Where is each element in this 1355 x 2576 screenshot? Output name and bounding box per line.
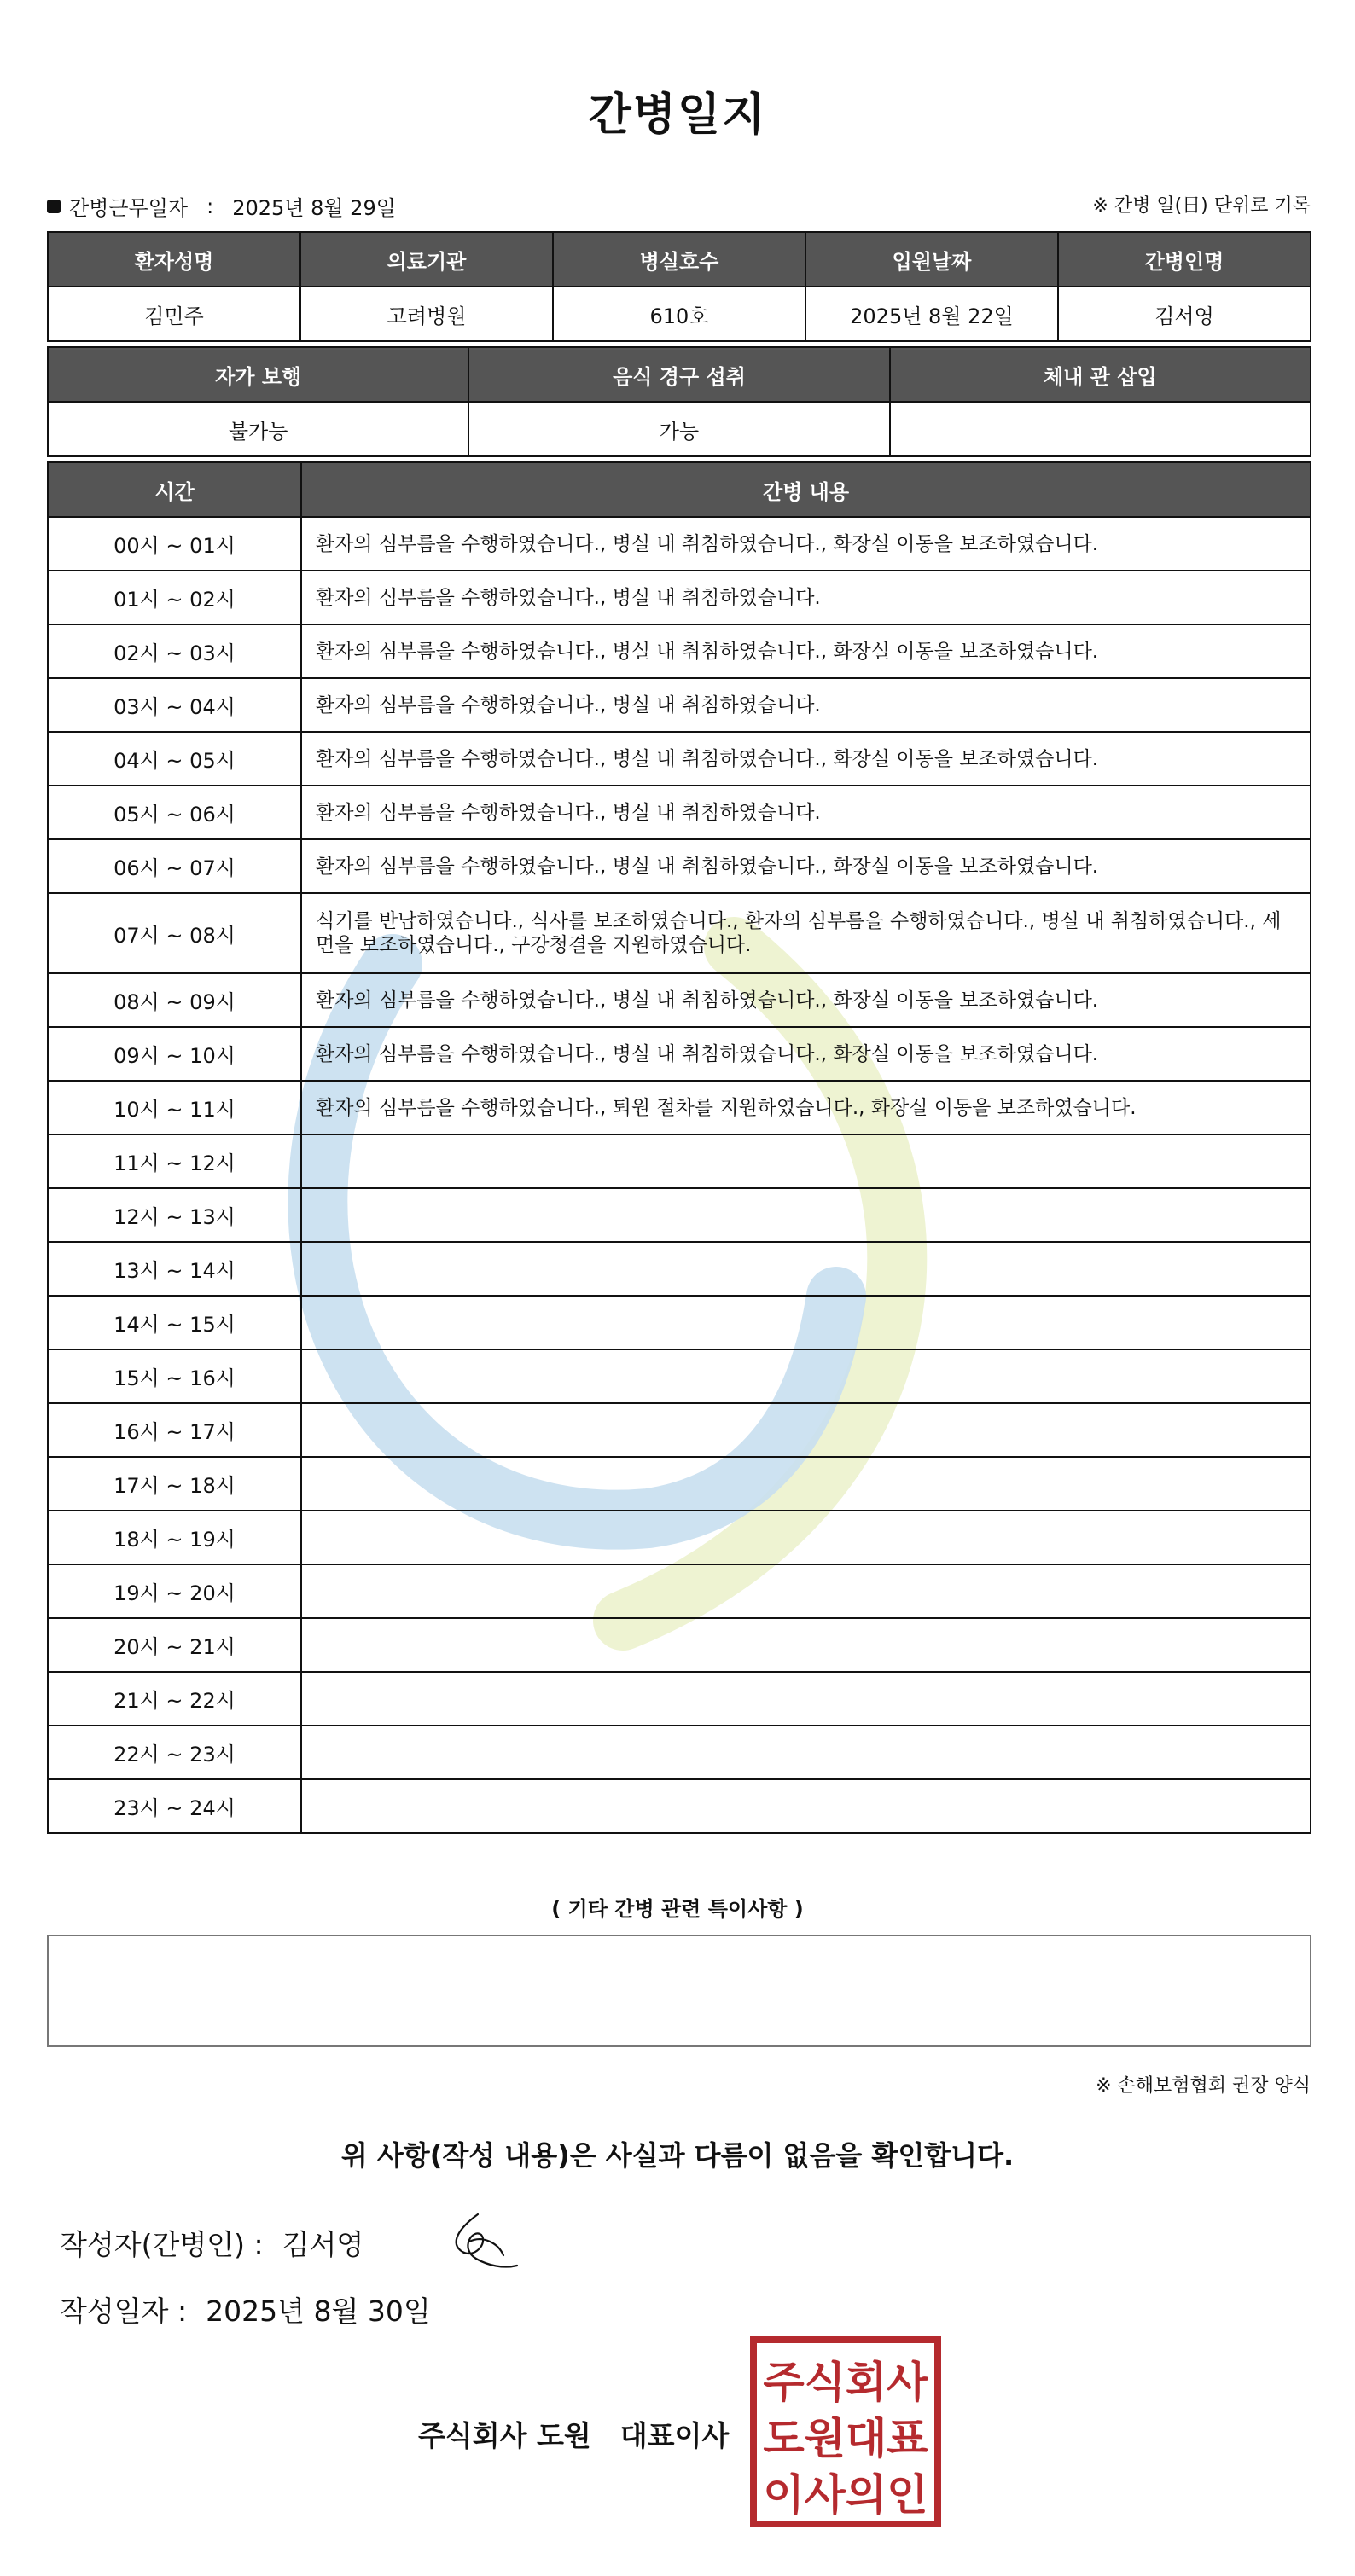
content-cell [301,1296,1311,1349]
content-cell [301,1779,1311,1833]
writer-line [60,2223,363,2263]
time-cell: 01시 ~ 02시 [48,571,301,624]
content-cell [301,1349,1311,1403]
care-log-row [48,732,1311,786]
record-note: ※ 간병 일(日) 단위로 기록 [1092,195,1311,217]
time-cell: 09시 ~ 10시 [48,1027,301,1081]
time-cell: 10시 ~ 11시 [48,1081,301,1134]
caregiver-name-value: 김서영 [1058,287,1311,341]
header-room-number: 병실호수 [553,232,805,287]
time-cell: 06시 ~ 07시 [48,839,301,893]
signature-mark [444,2209,520,2274]
time-cell: 07시 ~ 08시 [48,893,301,973]
care-log-row [48,624,1311,678]
content-cell [301,1403,1311,1457]
content-cell: 환자의 심부름을 수행하였습니다., 병실 내 취침하였습니다., 화장실 이동을 보조하였습니다. [301,1027,1311,1081]
patient-info-table [47,231,1311,342]
write-date-line [60,2289,431,2329]
care-log-table [47,461,1311,1834]
special-notes-box [47,1935,1311,2047]
tube-insertion-value [890,402,1311,456]
care-log-row [48,678,1311,732]
seal-line: 주식회사 [763,2358,928,2407]
work-date-colon: : [206,194,214,218]
document-title: 간병일지 [588,90,767,141]
bullet-square-icon [47,200,61,213]
time-cell: 08시 ~ 09시 [48,973,301,1027]
patient-status-table [47,346,1311,457]
writer-name: 김서영 [282,2228,364,2261]
content-cell: 환자의 심부름을 수행하였습니다., 병실 내 취침하였습니다., 화장실 이동을 보조하였습니다. [301,839,1311,893]
content-cell [301,1457,1311,1511]
care-log-body [48,517,1311,1833]
work-date-value: 2025년 8월 29일 [232,196,396,220]
write-date-label: 작성일자 : [60,2295,188,2328]
confirmation-statement: 위 사항(작성 내용)은 사실과 다름이 없음을 확인합니다. [340,2139,1015,2172]
care-log-row [48,1511,1311,1564]
content-cell [301,1618,1311,1672]
company-name: 주식회사 도원 [418,2419,591,2452]
association-note: ※ 손해보험협회 권장 양식 [1096,2075,1311,2097]
content-cell [301,1672,1311,1726]
care-log-row [48,1403,1311,1457]
care-log-row [48,1457,1311,1511]
header-tube-insertion: 체내 관 삽입 [890,347,1311,402]
patient-status-header-row [48,347,1311,402]
work-date-label: 간병근무일자 [69,196,189,220]
time-cell: 13시 ~ 14시 [48,1242,301,1296]
care-log-row [48,571,1311,624]
header-patient-name: 환자성명 [48,232,300,287]
content-cell [301,1188,1311,1242]
patient-info-header-row [48,232,1311,287]
care-log-row [48,1564,1311,1618]
time-cell: 00시 ~ 01시 [48,517,301,571]
patient-name-value: 김민주 [48,287,300,341]
time-cell: 20시 ~ 21시 [48,1618,301,1672]
care-log-row [48,839,1311,893]
writer-label: 작성자(간병인) : [60,2228,264,2261]
self-walking-value: 불가능 [48,402,468,456]
content-cell [301,1134,1311,1188]
care-log-row [48,973,1311,1027]
care-log-row [48,1296,1311,1349]
time-cell: 19시 ~ 20시 [48,1564,301,1618]
content-cell: 환자의 심부름을 수행하였습니다., 병실 내 취침하였습니다., 화장실 이동을 보조하였습니다. [301,732,1311,786]
write-date-value: 2025년 8월 30일 [206,2295,431,2328]
time-cell: 04시 ~ 05시 [48,732,301,786]
care-log-row [48,1726,1311,1779]
time-cell: 16시 ~ 17시 [48,1403,301,1457]
content-cell: 식기를 반납하였습니다., 식사를 보조하였습니다., 환자의 심부름을 수행하였습니다., 병실 내 취침하였습니다., 세면을 보조하였습니다., 구강청결을 지원하였습니다. [301,893,1311,973]
content-cell: 환자의 심부름을 수행하였습니다., 병실 내 취침하였습니다. [301,571,1311,624]
time-cell: 15시 ~ 16시 [48,1349,301,1403]
care-log-row [48,786,1311,839]
patient-status-value-row [48,402,1311,456]
oral-intake-value: 가능 [468,402,889,456]
care-log-row [48,1618,1311,1672]
care-log-row [48,1081,1311,1134]
care-log-header-row [48,462,1311,517]
content-cell [301,1511,1311,1564]
header-oral-intake: 음식 경구 섭취 [468,347,889,402]
time-cell: 11시 ~ 12시 [48,1134,301,1188]
care-log-row [48,893,1311,973]
time-cell: 02시 ~ 03시 [48,624,301,678]
seal-line: 도원대표 [763,2414,928,2463]
special-notes-title: ( 기타 간병 관련 특이사항 ) [551,1897,804,1921]
content-cell [301,1726,1311,1779]
care-log-row [48,1672,1311,1726]
time-cell: 05시 ~ 06시 [48,786,301,839]
care-log-row [48,517,1311,571]
company-line [418,2414,729,2454]
content-cell [301,1242,1311,1296]
care-log-row [48,1779,1311,1833]
time-cell: 14시 ~ 15시 [48,1296,301,1349]
header-admission-date: 입원날짜 [805,232,1058,287]
content-cell: 환자의 심부름을 수행하였습니다., 퇴원 절차를 지원하였습니다., 화장실 이동을 보조하였습니다. [301,1081,1311,1134]
header-caregiver-name: 간병인명 [1058,232,1311,287]
company-rep-title: 대표이사 [619,2419,730,2452]
time-cell: 12시 ~ 13시 [48,1188,301,1242]
content-cell [301,1564,1311,1618]
care-log-row [48,1349,1311,1403]
content-cell: 환자의 심부름을 수행하였습니다., 병실 내 취침하였습니다. [301,786,1311,839]
care-log-row [48,1242,1311,1296]
room-number-value: 610호 [553,287,805,341]
header-care-content: 간병 내용 [301,462,1311,517]
care-log-row [48,1134,1311,1188]
content-cell: 환자의 심부름을 수행하였습니다., 병실 내 취침하였습니다. [301,678,1311,732]
header-self-walking: 자가 보행 [48,347,468,402]
header-time: 시간 [48,462,301,517]
work-date-line [47,191,396,221]
content-cell: 환자의 심부름을 수행하였습니다., 병실 내 취침하였습니다., 화장실 이동을 보조하였습니다. [301,517,1311,571]
care-log-row [48,1188,1311,1242]
seal-line: 이사의인 [763,2470,928,2520]
time-cell: 22시 ~ 23시 [48,1726,301,1779]
time-cell: 17시 ~ 18시 [48,1457,301,1511]
patient-info-value-row [48,287,1311,341]
time-cell: 21시 ~ 22시 [48,1672,301,1726]
care-log-row [48,1027,1311,1081]
content-cell: 환자의 심부름을 수행하였습니다., 병실 내 취침하였습니다., 화장실 이동을 보조하였습니다. [301,973,1311,1027]
company-seal-stamp [749,2335,942,2528]
medical-institution-value: 고려병원 [300,287,553,341]
time-cell: 03시 ~ 04시 [48,678,301,732]
admission-date-value: 2025년 8월 22일 [805,287,1058,341]
content-cell: 환자의 심부름을 수행하였습니다., 병실 내 취침하였습니다., 화장실 이동을 보조하였습니다. [301,624,1311,678]
time-cell: 23시 ~ 24시 [48,1779,301,1833]
header-medical-institution: 의료기관 [300,232,553,287]
time-cell: 18시 ~ 19시 [48,1511,301,1564]
